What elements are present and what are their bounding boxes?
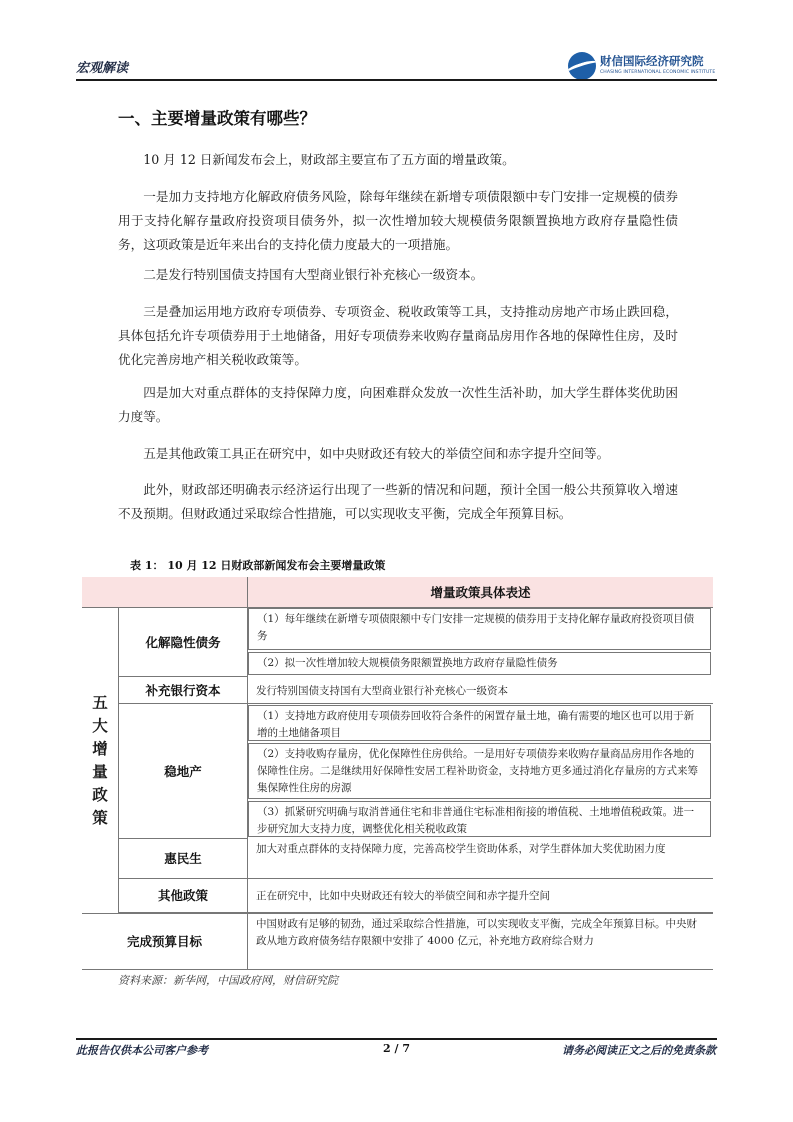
table-header-empty xyxy=(82,577,248,608)
paragraph-bank: 二是发行特别国债支持国有大型商业银行补充核心一级资本。 xyxy=(143,267,484,282)
page-number: 2 / 7 xyxy=(383,1042,410,1055)
row-label-budget: 完成预算目标 xyxy=(82,913,248,970)
debt-item-1: （1）每年继续在新增专项债限额中专门安排一定规模的债券用于支持化解存量政府投资项目债务 xyxy=(248,608,711,650)
logo-subtitle: CHASING INTERNATIONAL ECONOMIC INSTITUTE xyxy=(600,70,716,75)
logo-mark-icon xyxy=(568,52,596,80)
property-item-2: （2）支持收购存量房，优化保障性住房供给。一是用好专项债券来收购存量商品房用作各地的保障性住房。二是继续用好保障性安居工程补助资金，支持地方更多通过消化存量房的方式来筹集保障性住房的房源 xyxy=(248,743,711,799)
header-divider xyxy=(76,79,717,81)
row-label-livelihood: 惠民生 xyxy=(119,839,248,879)
row-label-property: 稳地产 xyxy=(119,704,248,839)
budget-text: 中国财政有足够的韧劲，通过采取综合性措施，可以实现收支平衡，完成全年预算目标。中央财政从地方政府债务结存限额中安排了 4000 亿元，补充地方政府综合财力 xyxy=(248,913,713,970)
table-source: 资料来源：新华网，中国政府网，财信研究院 xyxy=(118,974,338,987)
bank-text: 发行特别国债支持国有大型商业银行补充核心一级资本 xyxy=(248,677,713,704)
other-text: 正在研究中，比如中央财政还有较大的举债空间和赤字提升空间 xyxy=(248,879,713,913)
footer-disclaimer-left: 此报告仅供本公司客户参考 xyxy=(76,1044,208,1057)
table-header: 增量政策具体表述 xyxy=(248,577,713,608)
paragraph-debt: 一是加力支持地方化解政府债务风险，除每年继续在新增专项债限额中专门安排一定规模的债券用于支持化解存量政府投资项目债务外，拟一次性增加较大规模债务限额置换地方政府存量隐性债务，这项政策是近年来出台的支持化债力度最大的一项措施。 xyxy=(118,189,678,252)
paragraph-outlook: 此外，财政部还明确表示经济运行出现了一些新的情况和问题，预计全国一般公共预算收入增速不及预期。但财政通过采取综合性措施，可以实现收支平衡，完成全年预算目标。 xyxy=(118,482,678,521)
property-item-3: （3）抓紧研究明确与取消普通住宅和非普通住宅标准相衔接的增值税、土地增值税政策。进一步研究加大支持力度，调整优化相关税收政策 xyxy=(248,801,711,837)
row-label-debt: 化解隐性债务 xyxy=(119,608,248,677)
section-title: 一、主要增量政策有哪些？ xyxy=(118,109,316,128)
group-label-cell xyxy=(82,608,119,913)
paragraph-other: 五是其他政策工具正在研究中，如中央财政还有较大的举债空间和赤字提升空间等。 xyxy=(143,446,610,461)
footer-divider xyxy=(76,1038,717,1040)
logo-name: 财信国际经济研究院 xyxy=(600,54,704,68)
debt-item-2: （2）拟一次性增加较大规模债务限额置换地方政府存量隐性债务 xyxy=(248,652,711,675)
paragraph-property: 三是叠加运用地方政府专项债券、专项资金、税收政策等工具，支持推动房地产市场止跌回稳，具体包括允许专项债券用于土地储备，用好专项债券来收购存量商品房用作各地的保障性住房，及时优化完善房地产相关税收政策等。 xyxy=(118,304,678,367)
row-label-other: 其他政策 xyxy=(119,879,248,913)
paragraph-intro: 10 月 12 日新闻发布会上，财政部主要宣布了五方面的增量政策。 xyxy=(143,152,515,167)
report-category: 宏观解读 xyxy=(76,61,129,76)
row-label-bank: 补充银行资本 xyxy=(119,677,248,704)
livelihood-text: 加大对重点群体的支持保障力度，完善高校学生资助体系，对学生群体加大奖优助困力度 xyxy=(248,839,713,879)
property-item-1: （1）支持地方政府使用专项债券回收符合条件的闲置存量土地，确有需要的地区也可以用于新增的土地储备项目 xyxy=(248,705,711,741)
table-caption: 表 1： 10 月 12 日财政部新闻发布会主要增量政策 xyxy=(130,559,386,572)
group-label: 五大增量政策 xyxy=(92,693,108,827)
paragraph-livelihood: 四是加大对重点群体的支持保障力度，向困难群众发放一次性生活补助，加大学生群体奖优助困力度等。 xyxy=(118,385,678,424)
footer-disclaimer-right: 请务必阅读正文之后的免责条款 xyxy=(562,1044,716,1057)
